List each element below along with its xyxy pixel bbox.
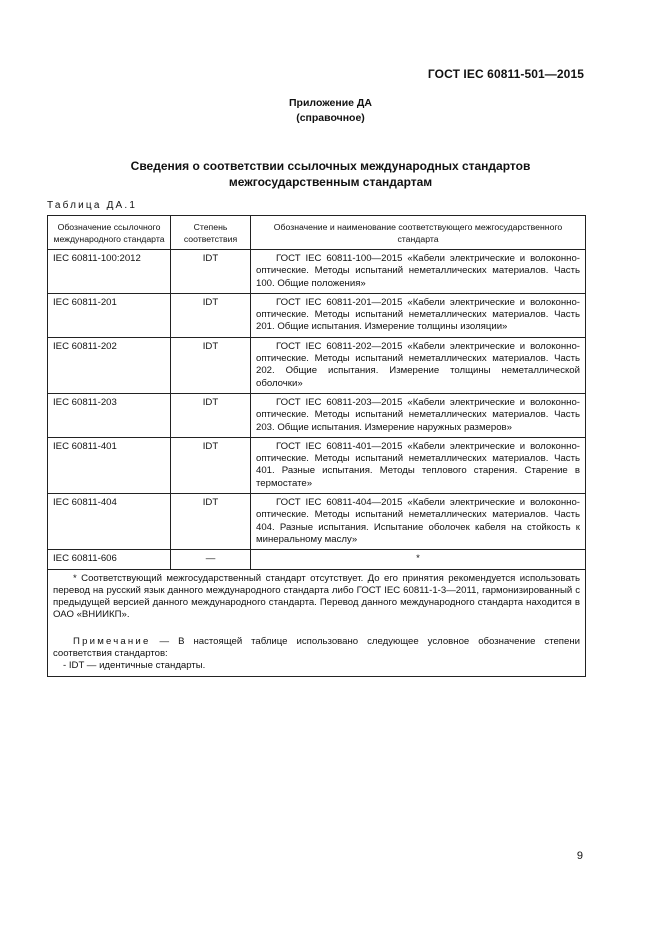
row-code: IEC 60811-201 xyxy=(48,293,171,337)
table-row xyxy=(48,337,586,393)
page-title-line-1: Сведения о соответствии ссылочных международных стандартов xyxy=(130,159,531,173)
row-code: IEC 60811-100:2012 xyxy=(48,250,171,294)
row-description: ГОСТ IEC 60811-202—2015 «Кабели электрические и волоконно-оптические. Методы испытаний неметаллических материалов. Часть 202. Общие испытания. Измерение толщины неметаллической оболочки» xyxy=(251,337,586,393)
row-degree: IDT xyxy=(171,250,251,294)
row-description: * xyxy=(251,550,586,569)
appendix-title: Приложение ДА xyxy=(289,97,372,109)
row-description: ГОСТ IEC 60811-203—2015 «Кабели электрические и волоконно-оптические. Методы испытаний неметаллических материалов. Часть 203. Общие испытания. Измерение наружных размеров» xyxy=(251,393,586,437)
table-row xyxy=(48,550,586,569)
row-degree: IDT xyxy=(171,337,251,393)
row-code: IEC 60811-606 xyxy=(48,550,171,569)
standard-number: ГОСТ IEC 60811-501—2015 xyxy=(427,67,584,81)
table-caption: Таблица ДА.1 xyxy=(47,200,138,211)
note xyxy=(53,636,580,661)
note-text: — В настоящей таблице использовано следующее условное обозначение степени соответствия стандартов: xyxy=(53,635,580,660)
row-degree: — xyxy=(171,550,251,569)
page-number: 9 xyxy=(576,850,583,862)
row-code: IEC 60811-401 xyxy=(48,437,171,493)
row-code: IEC 60811-404 xyxy=(48,494,171,550)
table-footer xyxy=(48,569,586,676)
header-interstate-standard: Обозначение и наименование соответствующего межгосударственного стандарта xyxy=(251,216,586,250)
header-degree: Степень соответствия xyxy=(171,216,251,250)
row-code: IEC 60811-202 xyxy=(48,337,171,393)
row-description: ГОСТ IEC 60811-100—2015 «Кабели электрические и волоконно-оптические. Методы испытаний неметаллических материалов. Часть 100. Общие положения» xyxy=(251,250,586,294)
row-degree: IDT xyxy=(171,494,251,550)
table-header-row xyxy=(48,216,586,250)
table-footer-row xyxy=(48,569,586,676)
row-description: ГОСТ IEC 60811-404—2015 «Кабели электрические и волоконно-оптические. Методы испытаний неметаллических материалов. Часть 404. Разные испытания. Испытание оболочек кабеля на стойкость к минеральному маслу» xyxy=(251,494,586,550)
row-description: ГОСТ IEC 60811-401—2015 «Кабели электрические и волоконно-оптические. Методы испытаний неметаллических материалов. Часть 401. Разные испытания. Методы теплового старения. Старение в термостате» xyxy=(251,437,586,493)
row-description: ГОСТ IEC 60811-201—2015 «Кабели электрические и волоконно-оптические. Методы испытаний неметаллических материалов. Часть 201. Общие испытания. Измерение толщины изоляции» xyxy=(251,293,586,337)
row-code: IEC 60811-203 xyxy=(48,393,171,437)
row-degree: IDT xyxy=(171,437,251,493)
header-intl-standard: Обозначение ссылочного международного стандарта xyxy=(48,216,171,250)
appendix-type: (справочное) xyxy=(296,112,365,124)
note-item: - IDT — идентичные стандарты. xyxy=(63,660,206,672)
page-title xyxy=(0,158,661,190)
row-degree: IDT xyxy=(171,393,251,437)
page-title-line-2: межгосударственным стандартам xyxy=(228,175,433,189)
appendix-heading xyxy=(0,96,661,126)
table-row xyxy=(48,250,586,294)
table-row xyxy=(48,393,586,437)
table-row xyxy=(48,293,586,337)
table-row xyxy=(48,494,586,550)
footnote: * Соответствующий межгосударственный стандарт отсутствует. До его принятия рекомендуется использовать перевод на русский язык данного международного стандарта либо ГОСТ IEC 60811-1-3—2011, гармонизированный с предыдущей версией данного международного стандарта. Перевод данного международного стандарта находится в ОАО «ВНИИКП». xyxy=(53,572,580,621)
note-label: Примечание xyxy=(73,635,151,647)
table-row xyxy=(48,437,586,493)
row-degree: IDT xyxy=(171,293,251,337)
reference-table xyxy=(47,215,586,677)
